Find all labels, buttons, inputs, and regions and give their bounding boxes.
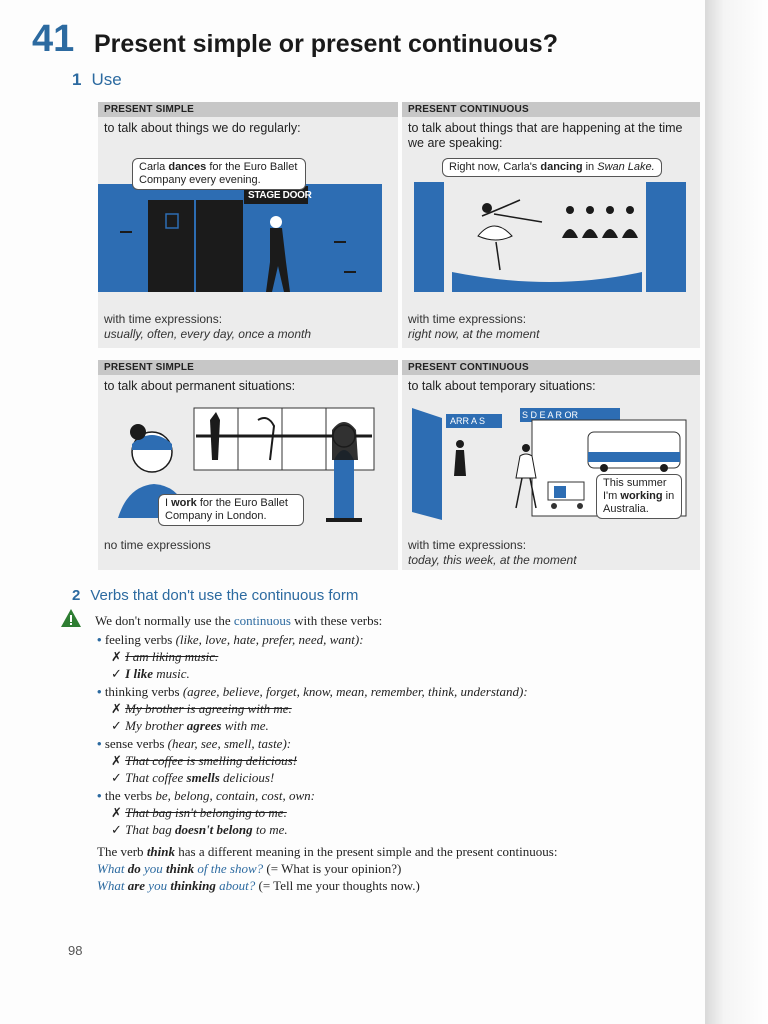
speech-bubble: Right now, Carla's dancing in Swan Lake. bbox=[442, 158, 662, 177]
panel-heading: PRESENT CONTINUOUS bbox=[402, 360, 700, 375]
wrong-example: ✗ I am liking music. bbox=[111, 649, 219, 664]
speech-bubble: This summer I'm working in Australia. bbox=[596, 474, 682, 519]
panel-heading: PRESENT CONTINUOUS bbox=[402, 102, 700, 117]
section-title: Verbs that don't use the continuous form bbox=[90, 587, 359, 604]
correct-example: ✓ That bag doesn't belong to me. bbox=[111, 822, 288, 837]
section-title: Use bbox=[91, 70, 122, 89]
think-example-2: What are you thinking about? (= Tell me your thoughts now.) bbox=[97, 878, 420, 893]
page-title: Present simple or present continuous? bbox=[94, 30, 558, 58]
panel-present-simple-regular bbox=[98, 102, 398, 348]
intro-line: We don't normally use the continuous with these verbs: bbox=[95, 613, 383, 628]
stage-door-sign: STAGE DOOR bbox=[248, 190, 312, 201]
arrivals-sign: ARR A S bbox=[450, 416, 486, 426]
section-number: 1 bbox=[72, 70, 82, 89]
panel-present-continuous-now bbox=[402, 102, 700, 348]
panel-description: to talk about things that are happening at the time we are speaking: bbox=[408, 121, 683, 150]
section-number: 2 bbox=[72, 587, 81, 604]
panel-present-continuous-temporary bbox=[402, 360, 700, 570]
list-item: • feeling verbs (like, love, hate, prefer, need, want): bbox=[97, 632, 364, 647]
time-expressions: with time expressions: usually, often, every day, once a month bbox=[104, 312, 312, 341]
correct-example: ✓ My brother agrees with me. bbox=[111, 718, 269, 733]
think-note: The verb think has a different meaning in the present simple and the present continuous: bbox=[97, 844, 558, 859]
wrong-example: ✗ That bag isn't belonging to me. bbox=[111, 805, 287, 820]
wrong-example: ✗ My brother is agreeing with me. bbox=[111, 701, 292, 716]
panel-description: to talk about permanent situations: bbox=[104, 379, 296, 393]
section-1-heading bbox=[72, 70, 122, 90]
panel-heading: PRESENT SIMPLE bbox=[98, 360, 398, 375]
time-expressions: no time expressions bbox=[104, 538, 211, 552]
correct-example: ✓ That coffee smells delicious! bbox=[111, 770, 275, 785]
wrong-example: ✗ That coffee is smelling delicious! bbox=[111, 753, 298, 768]
list-item: • the verbs be, belong, contain, cost, own: bbox=[97, 788, 315, 803]
page-gutter bbox=[705, 0, 768, 1024]
departures-sign: S D E A R OR bbox=[522, 410, 579, 420]
panel-heading: PRESENT SIMPLE bbox=[98, 102, 398, 117]
section-2-heading bbox=[72, 587, 358, 604]
correct-example: ✓ I like music. bbox=[111, 666, 190, 681]
panel-description: to talk about things we do regularly: bbox=[104, 121, 301, 135]
warning-icon bbox=[60, 608, 82, 628]
page-number: 98 bbox=[68, 943, 83, 958]
panel-description: to talk about temporary situations: bbox=[408, 379, 596, 393]
unit-number: 41 bbox=[32, 18, 75, 60]
panel-present-simple-permanent bbox=[98, 360, 398, 570]
think-example-1: What do you think of the show? (= What is your opinion?) bbox=[97, 861, 402, 876]
ballet-stage-illustration bbox=[402, 180, 700, 292]
speech-bubble: I work for the Euro Ballet Company in London. bbox=[158, 494, 304, 526]
time-expressions: with time expressions: today, this week, at the moment bbox=[408, 538, 577, 567]
speech-bubble: Carla dances for the Euro Ballet Company every evening. bbox=[132, 158, 306, 190]
list-item: • sense verbs (hear, see, smell, taste): bbox=[97, 736, 292, 751]
time-expressions: with time expressions: right now, at the moment bbox=[408, 312, 540, 341]
list-item: • thinking verbs (agree, believe, forget, know, mean, remember, think, understand): bbox=[97, 684, 528, 699]
